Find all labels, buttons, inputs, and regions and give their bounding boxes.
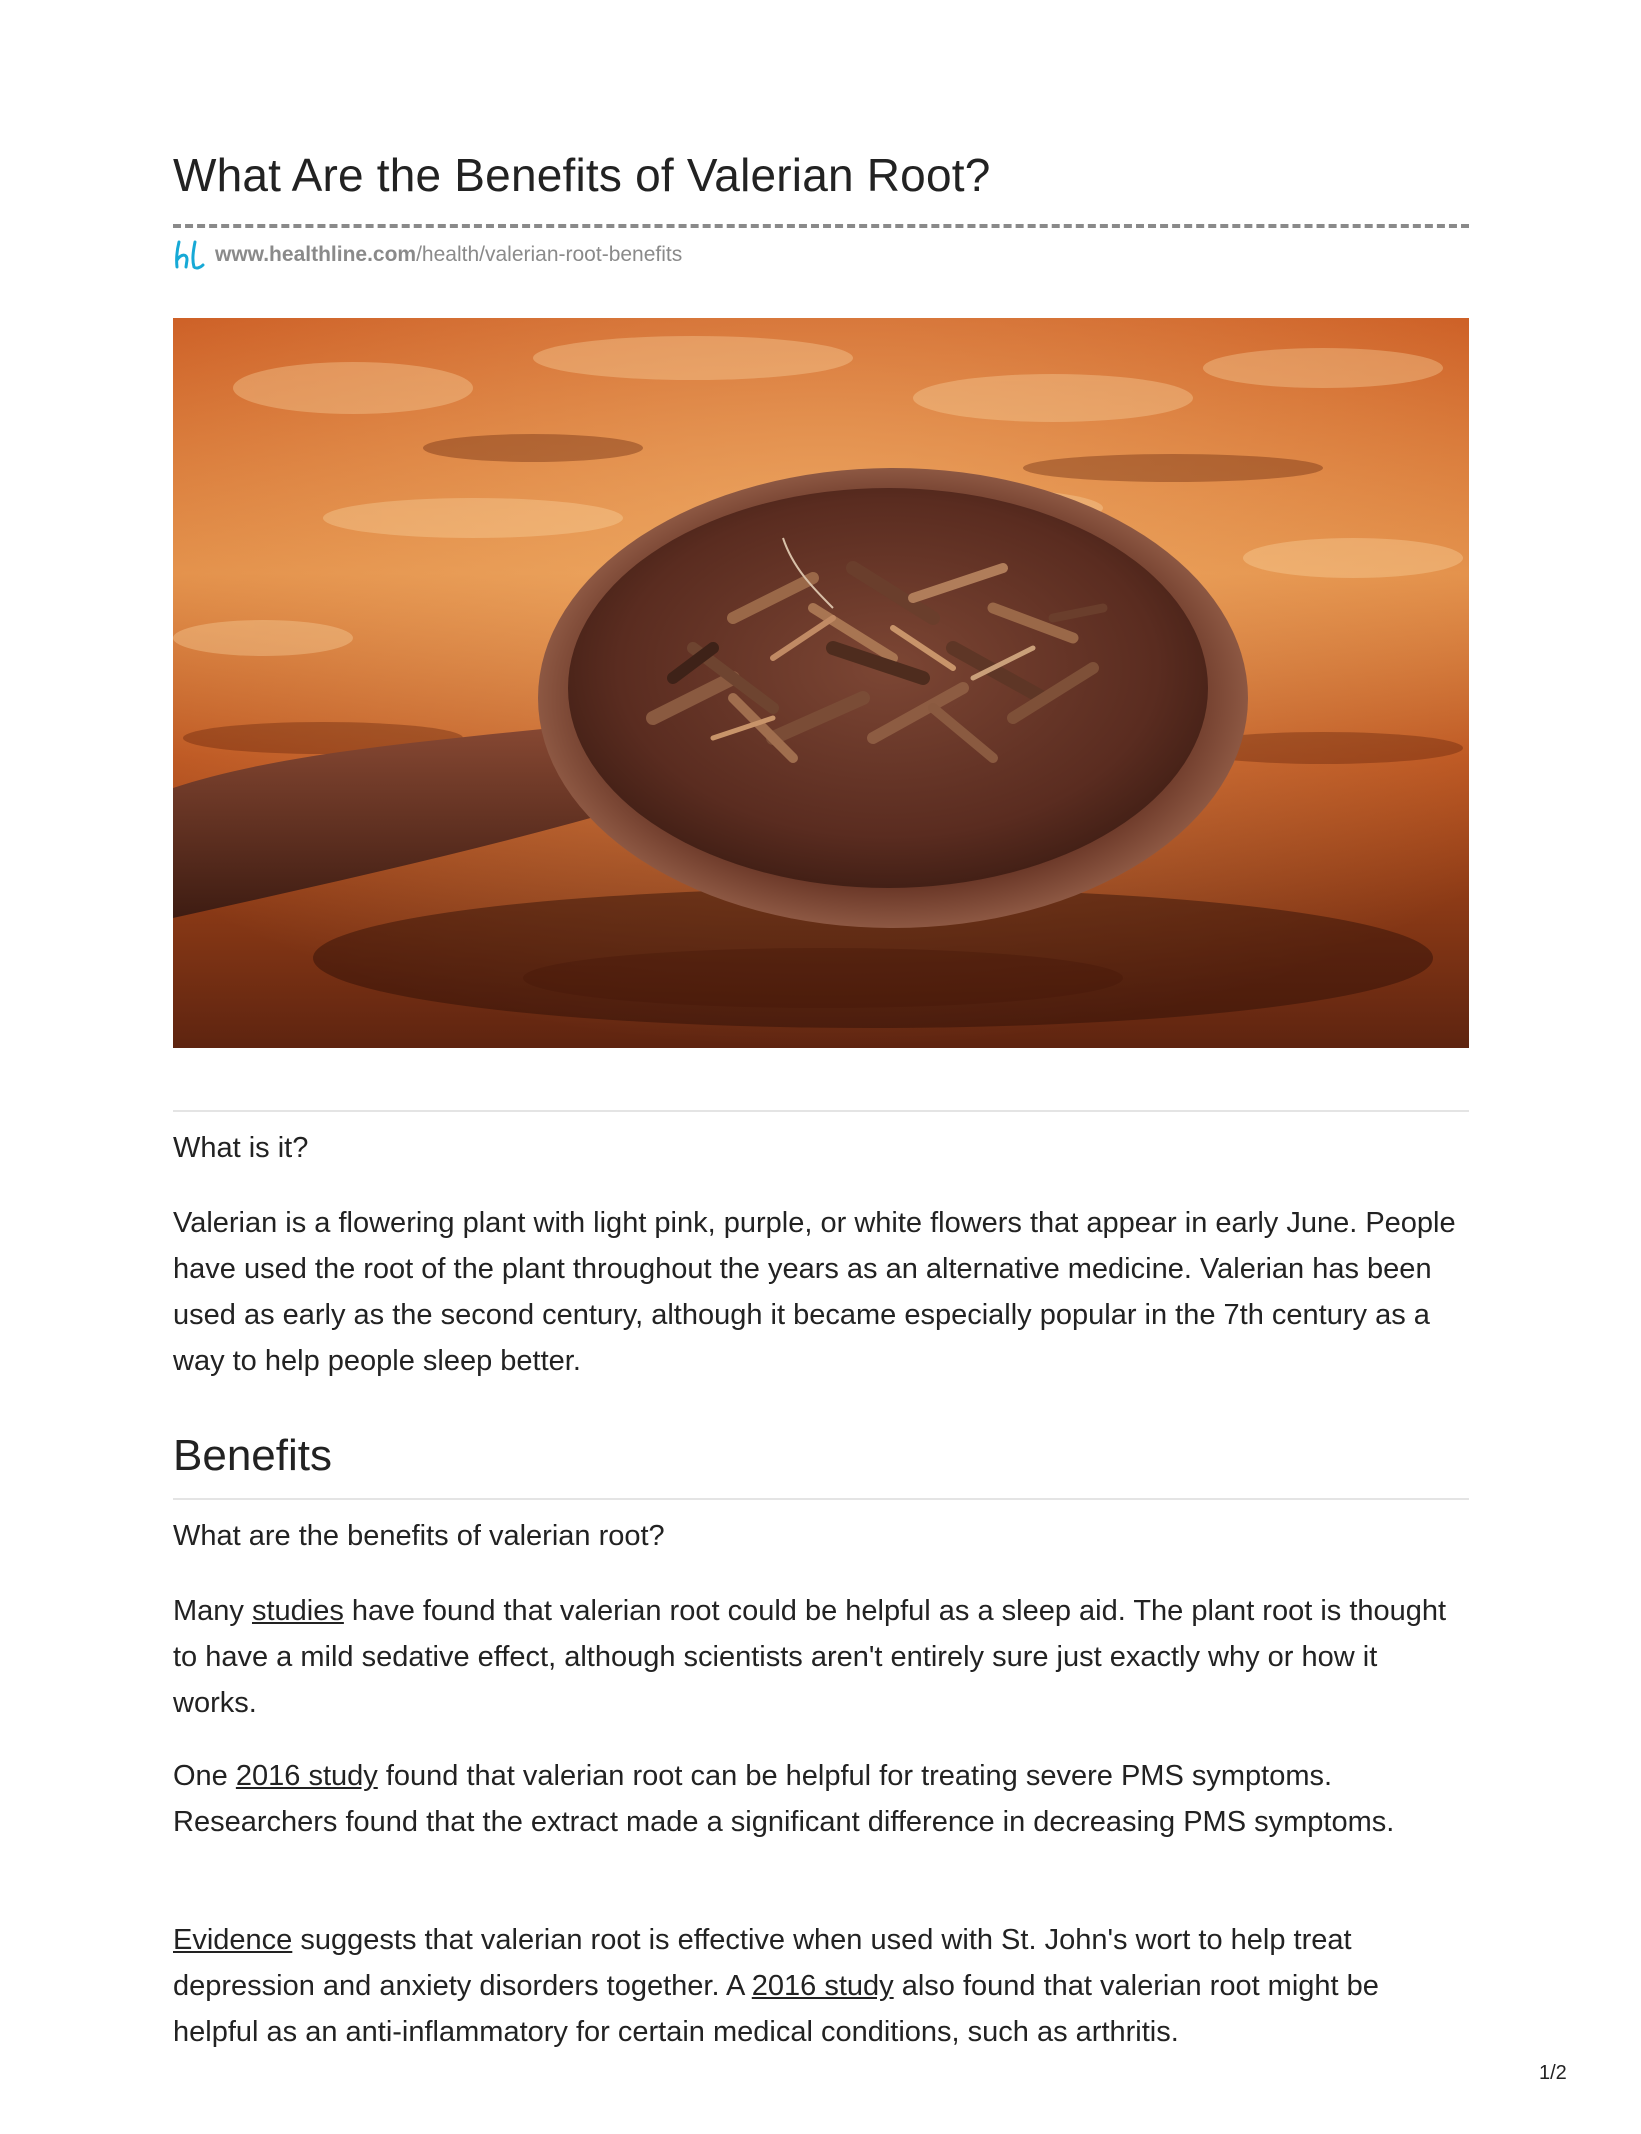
- paragraph-text: One: [173, 1760, 236, 1792]
- intro-paragraph: Valerian is a flowering plant with light pink, purple, or white flowers that appear in early June. People have used the root of the plant throughout the years as an alternative medicine. Valerian has been used as early as the second century, although it became especially popular in the 7th century as a way to help people sleep better.: [173, 1207, 1456, 1377]
- benefits-heading: Benefits: [173, 1431, 332, 1480]
- valerian-root-spoon-image: [173, 318, 1469, 1048]
- evidence-link[interactable]: Evidence: [173, 1924, 293, 1956]
- paragraph-text: Many: [173, 1595, 252, 1627]
- paragraph-text: have found that valerian root could be helpful as a sleep aid. The plant root is thought to have a mild sedative effect, although scientists aren't entirely sure just exactly why or how it works.: [173, 1595, 1447, 1719]
- source-link[interactable]: [173, 238, 682, 272]
- paragraph-text: found that valerian root can be helpful for treating severe PMS symptoms. Researchers found that the extract made a significant difference in decreasing PMS symptoms.: [173, 1760, 1395, 1838]
- benefits-paragraph-3: [173, 1917, 1469, 2055]
- title-divider: [173, 224, 1469, 228]
- benefits-paragraph-2: [173, 1753, 1469, 1845]
- healthline-logo-icon: [173, 238, 207, 272]
- page-number: 1/2: [1539, 2062, 1567, 2084]
- section-divider: [173, 1110, 1469, 1112]
- source-path: /health/valerian-root-benefits: [416, 243, 683, 266]
- studies-link[interactable]: studies: [251, 1595, 344, 1627]
- pms-study-link[interactable]: 2016 study: [235, 1760, 378, 1792]
- source-domain: www.healthline.com: [215, 243, 417, 266]
- article-title: What Are the Benefits of Valerian Root?: [173, 149, 991, 201]
- intro-subhead: What is it?: [173, 1132, 309, 1164]
- benefits-paragraph-1: [173, 1588, 1469, 1726]
- paragraph-text: also found that valerian root might be helpful as an anti-inflammatory for certain medical conditions, such as arthritis.: [173, 1970, 1379, 2048]
- benefits-subhead: What are the benefits of valerian root?: [173, 1520, 665, 1552]
- anti-inflammatory-study-link[interactable]: 2016 study: [751, 1970, 894, 2002]
- paragraph-text: suggests that valerian root is effective when used with St. John's wort to help treat depression and anxiety disorders together. A: [173, 1924, 1352, 2002]
- benefits-divider: [173, 1498, 1469, 1500]
